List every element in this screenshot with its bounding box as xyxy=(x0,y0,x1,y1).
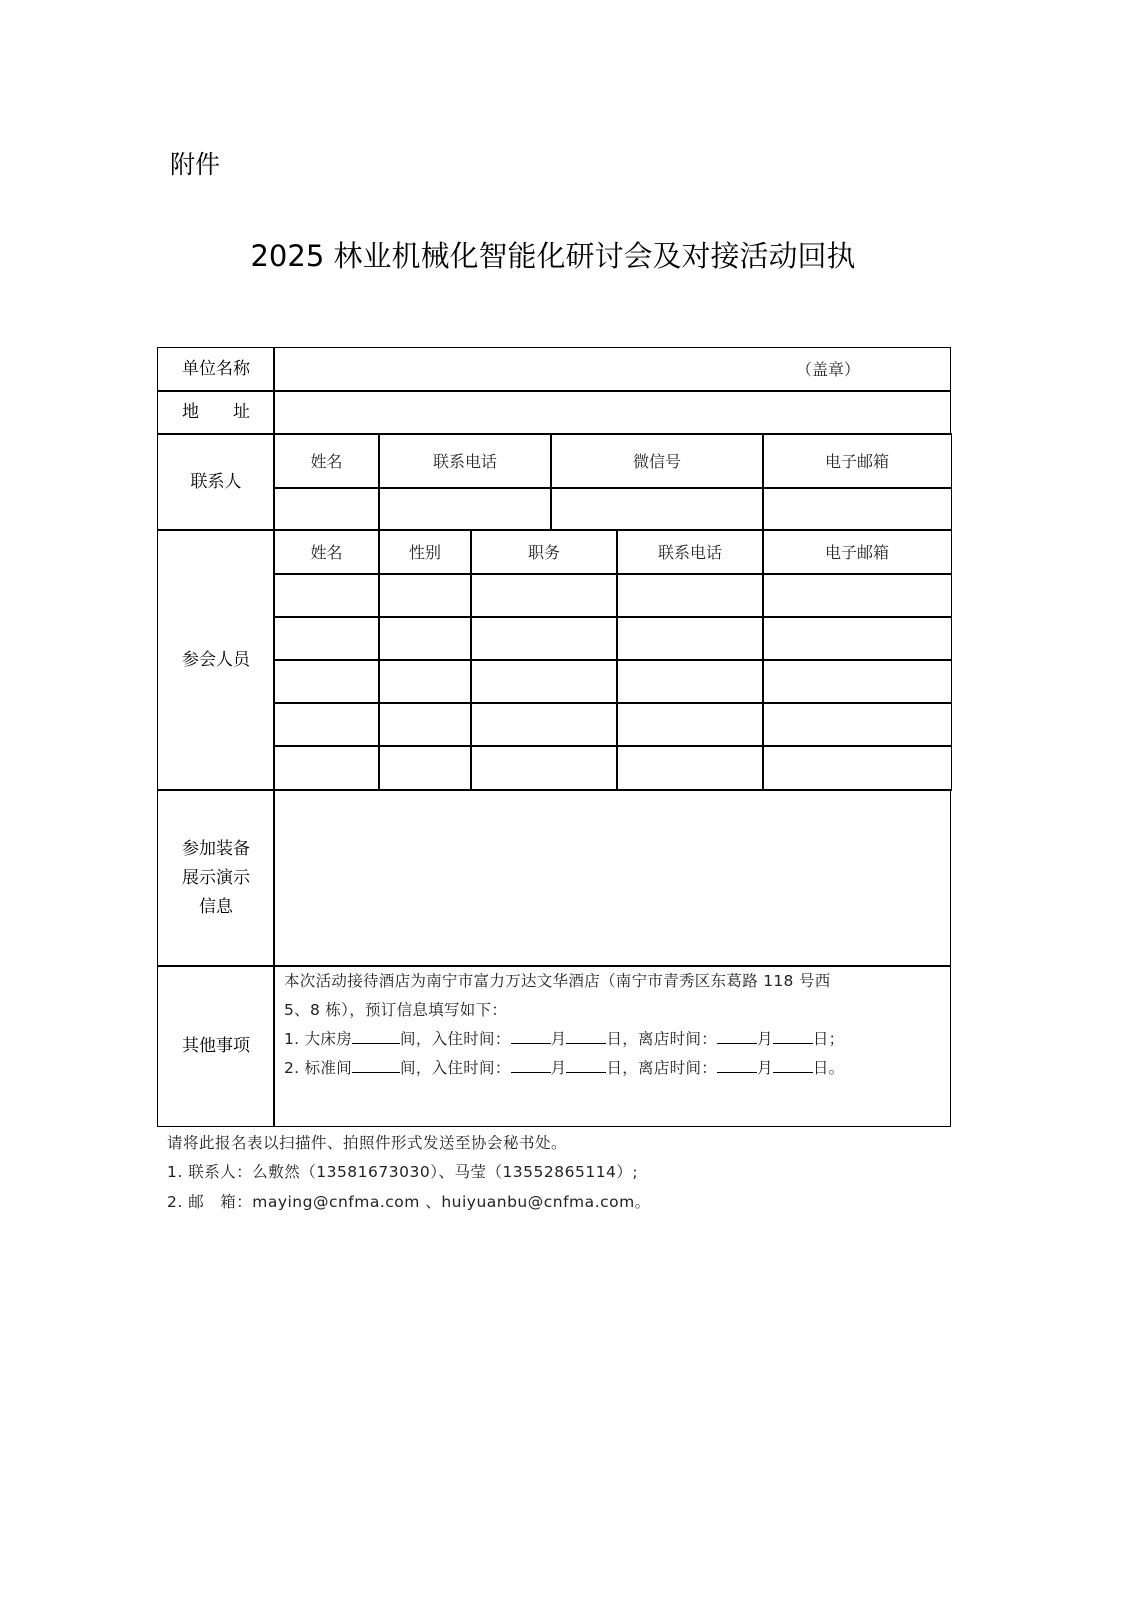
text: 月 xyxy=(550,1059,567,1077)
room-king-line xyxy=(284,1025,844,1054)
contact-input-cell[interactable] xyxy=(273,487,380,531)
attendee-input-cell[interactable] xyxy=(470,573,618,618)
attendee-input-cell[interactable] xyxy=(378,616,472,661)
room-standard-line xyxy=(284,1054,844,1083)
attendee-input-cell[interactable] xyxy=(378,702,472,747)
text: 日； xyxy=(812,1030,845,1048)
text: 间，入住时间： xyxy=(400,1030,511,1048)
checkin-month-blank[interactable] xyxy=(511,1027,551,1044)
attendee-input-cell[interactable] xyxy=(378,745,472,791)
checkout-month-blank[interactable] xyxy=(717,1027,757,1044)
contact-input-cell[interactable] xyxy=(378,487,552,531)
text: 日，离店时间： xyxy=(606,1030,718,1048)
room-count-blank[interactable] xyxy=(352,1027,400,1044)
equipment-label xyxy=(157,789,275,967)
attendees-label: 参会人员 xyxy=(157,529,275,791)
attendee-input-cell[interactable] xyxy=(762,702,952,747)
checkin-day-blank[interactable] xyxy=(566,1027,606,1044)
attendee-input-cell[interactable] xyxy=(273,745,380,791)
attendee-input-cell[interactable] xyxy=(378,573,472,618)
attendee-input-cell[interactable] xyxy=(616,745,764,791)
address-field[interactable] xyxy=(273,390,951,435)
room-count-blank[interactable] xyxy=(352,1056,400,1073)
text: 月 xyxy=(757,1030,773,1048)
stamp-text: （盖章） xyxy=(795,360,860,379)
address-label: 地 址 xyxy=(157,390,275,435)
attendee-header-cell: 性别 xyxy=(378,529,472,575)
attendee-header-cell: 联系电话 xyxy=(616,529,764,575)
attendee-header-cell: 职务 xyxy=(470,529,618,575)
checkout-day-blank[interactable] xyxy=(773,1056,813,1073)
attendee-header-cell: 姓名 xyxy=(273,529,380,575)
attendee-input-cell[interactable] xyxy=(273,702,380,747)
text: 月 xyxy=(550,1030,567,1048)
unit-label: 单位名称 xyxy=(157,347,275,392)
attendee-input-cell[interactable] xyxy=(616,702,764,747)
contact-label: 联系人 xyxy=(157,433,275,531)
room-type: 1. 大床房 xyxy=(284,1030,353,1048)
attendee-input-cell[interactable] xyxy=(470,659,618,704)
page-title: 2025 林业机械化智能化研讨会及对接活动回执 xyxy=(250,239,856,273)
equipment-label-line: 展示演示 xyxy=(182,867,250,888)
contact-header-cell: 联系电话 xyxy=(378,433,552,489)
attendee-input-cell[interactable] xyxy=(616,659,764,704)
text: 间，入住时间： xyxy=(400,1059,511,1077)
text: 日，离店时间： xyxy=(606,1059,718,1077)
attendee-input-cell[interactable] xyxy=(273,616,380,661)
attendee-input-cell[interactable] xyxy=(616,573,764,618)
contact-header-cell: 电子邮箱 xyxy=(762,433,952,489)
attendee-input-cell[interactable] xyxy=(762,573,952,618)
checkin-month-blank[interactable] xyxy=(511,1056,551,1073)
attendee-input-cell[interactable] xyxy=(616,616,764,661)
text: 日。 xyxy=(812,1059,845,1077)
checkout-month-blank[interactable] xyxy=(717,1056,757,1073)
attendee-input-cell[interactable] xyxy=(273,659,380,704)
attendee-input-cell[interactable] xyxy=(470,616,618,661)
attendee-input-cell[interactable] xyxy=(762,745,952,791)
contact-input-cell[interactable] xyxy=(550,487,764,531)
attendee-input-cell[interactable] xyxy=(762,659,952,704)
contact-header-cell: 姓名 xyxy=(273,433,380,489)
attendee-input-cell[interactable] xyxy=(273,573,380,618)
other-label: 其他事项 xyxy=(157,965,275,1127)
attachment-label: 附件 xyxy=(170,150,221,179)
checkin-day-blank[interactable] xyxy=(566,1056,606,1073)
submission-note: 请将此报名表以扫描件、拍照件形式发送至协会秘书处。 xyxy=(167,1134,568,1152)
equipment-label-line: 参加装备 xyxy=(182,838,250,859)
text: 月 xyxy=(757,1059,773,1077)
email-note: 2. 邮 箱：maying@cnfma.com 、huiyuanbu@cnfma.com。 xyxy=(167,1193,651,1211)
attendee-input-cell[interactable] xyxy=(762,616,952,661)
equipment-label-line: 信息 xyxy=(199,896,233,917)
hotel-info-line1: 本次活动接待酒店为南宁市富力万达文华酒店（南宁市青秀区东葛路 118 号西 xyxy=(284,972,831,990)
attendee-header-cell: 电子邮箱 xyxy=(762,529,952,575)
attendee-input-cell[interactable] xyxy=(470,745,618,791)
attendee-input-cell[interactable] xyxy=(470,702,618,747)
equipment-field[interactable] xyxy=(273,789,951,967)
hotel-info-line2: 5、8 栋），预订信息填写如下： xyxy=(284,1001,508,1019)
contact-persons-note: 1. 联系人：么敷然（13581673030）、马莹（13552865114）; xyxy=(167,1163,639,1181)
room-type: 2. 标准间 xyxy=(284,1059,353,1077)
attendee-input-cell[interactable] xyxy=(378,659,472,704)
contact-input-cell[interactable] xyxy=(762,487,952,531)
checkout-day-blank[interactable] xyxy=(773,1027,813,1044)
contact-header-cell: 微信号 xyxy=(550,433,764,489)
unit-field[interactable] xyxy=(273,347,951,392)
